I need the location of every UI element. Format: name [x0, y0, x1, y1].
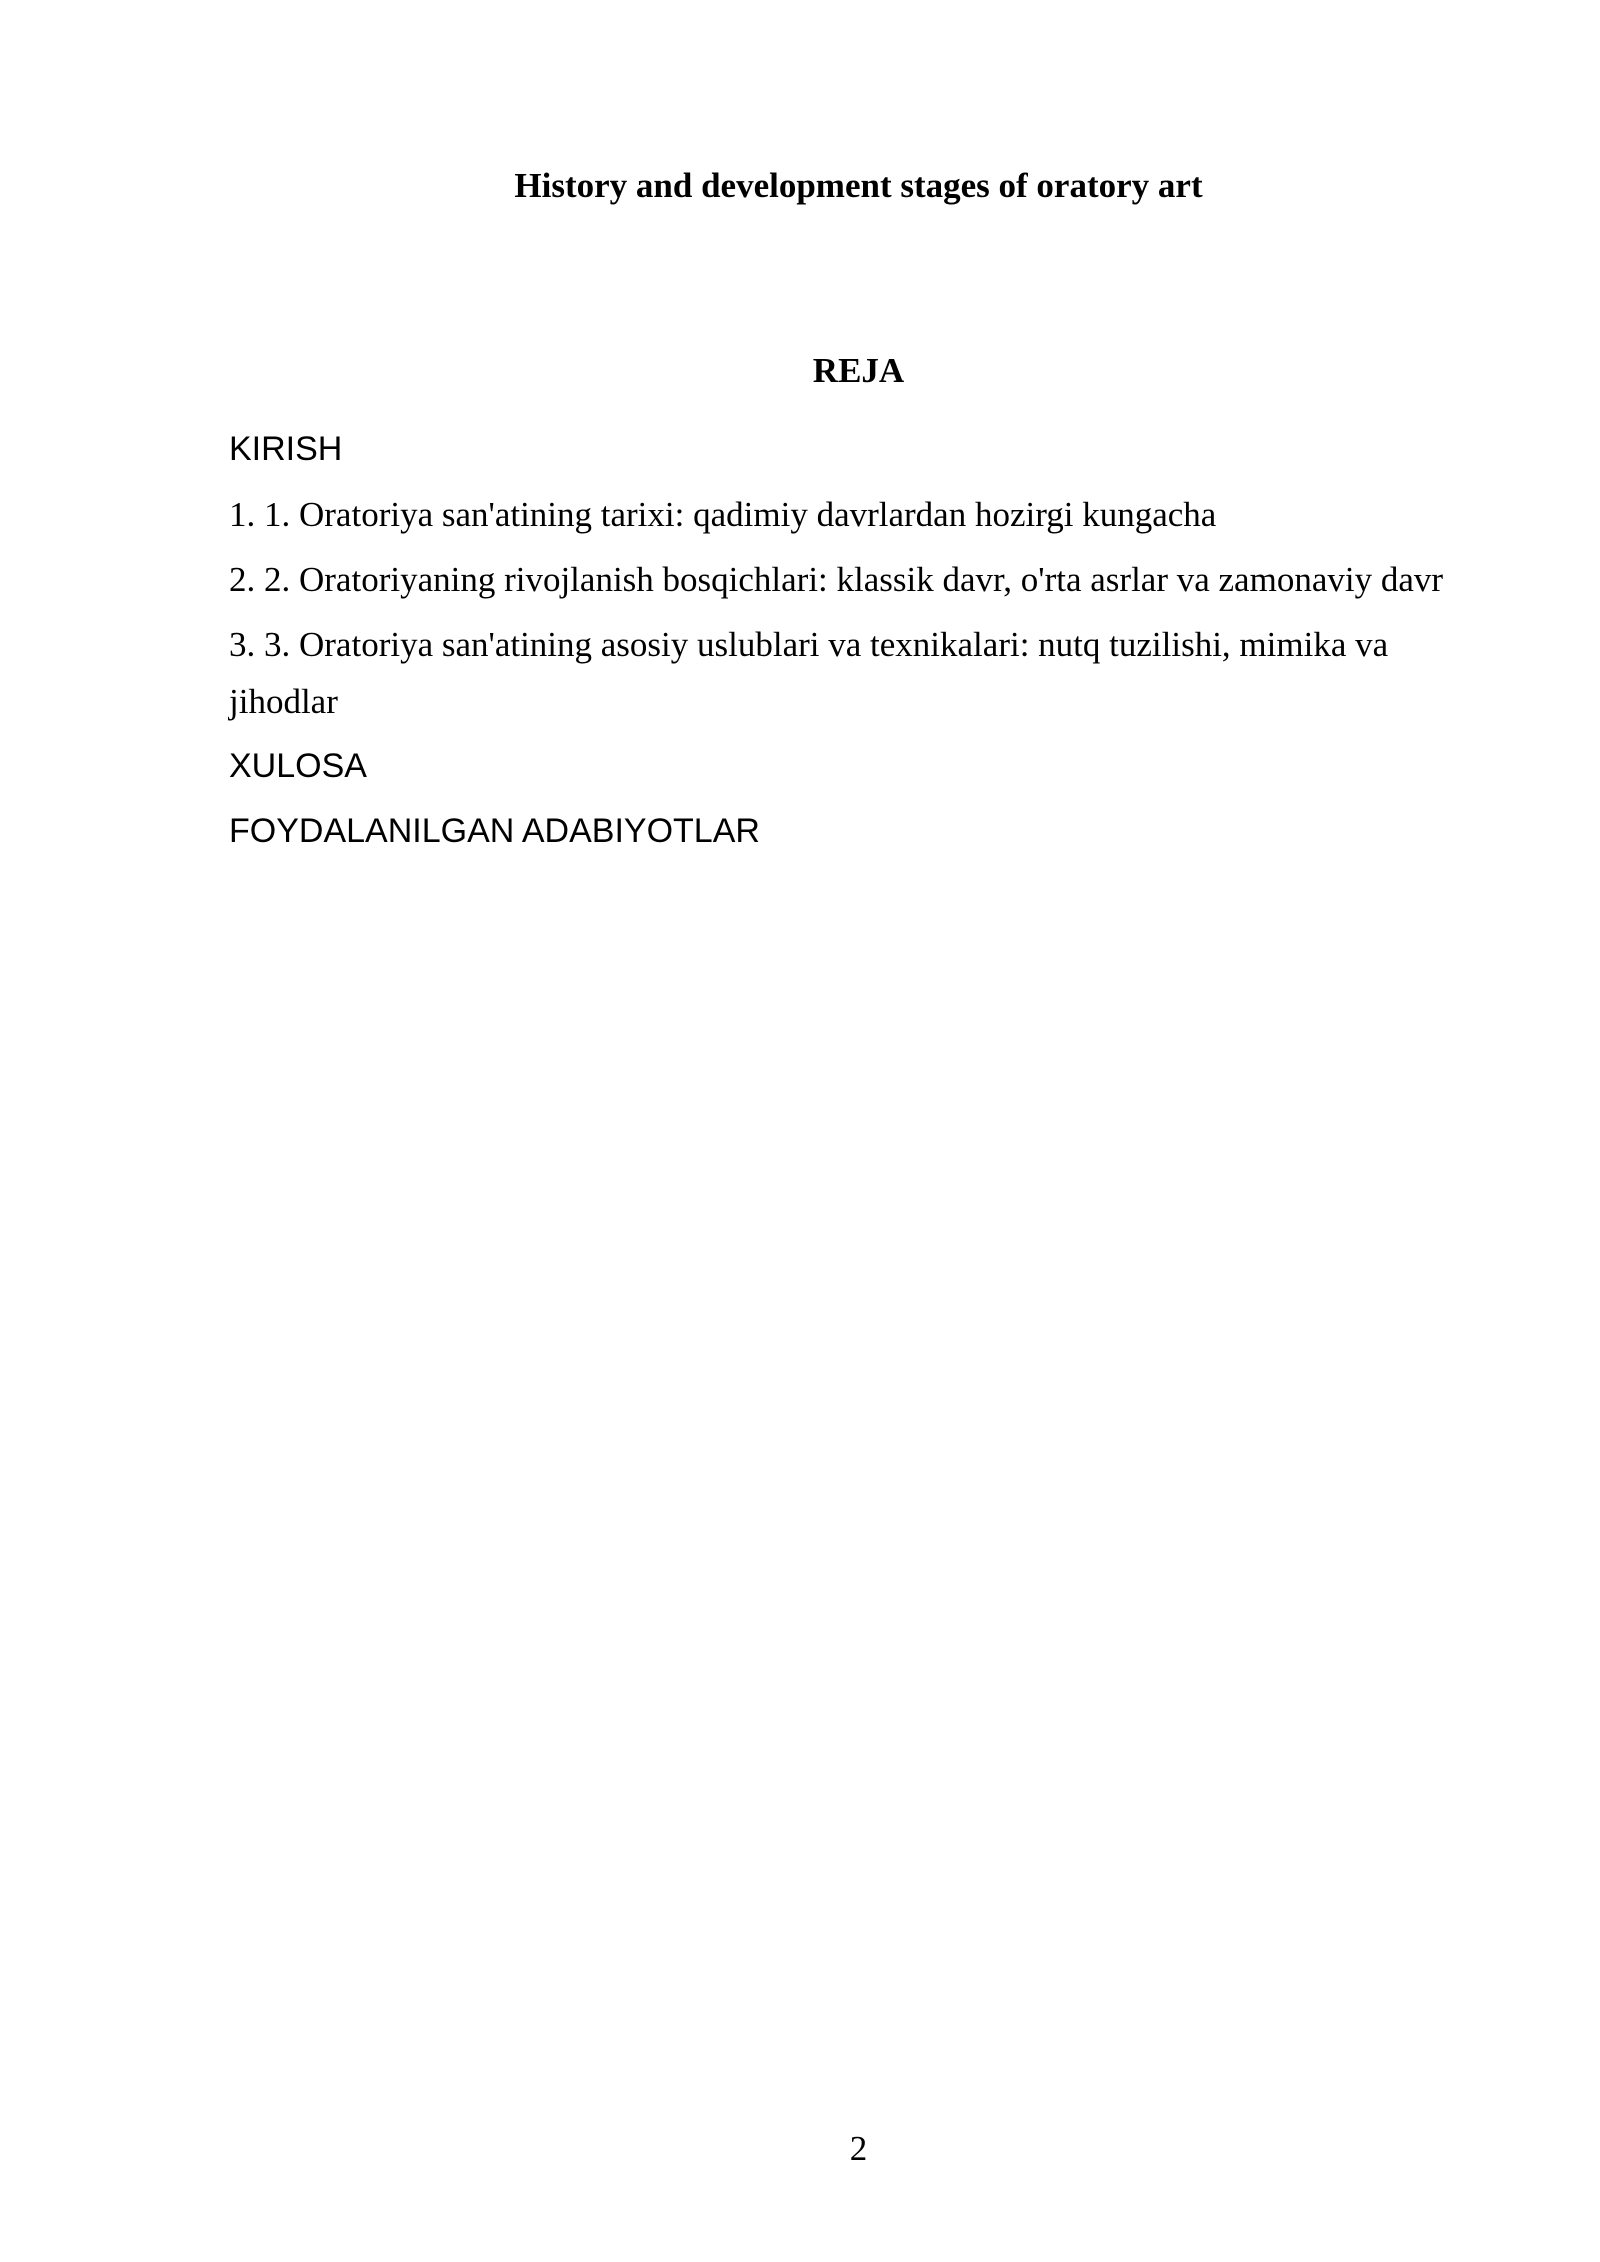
toc-item-references: FOYDALANILGAN ADABIYOTLAR: [229, 812, 760, 850]
toc-item-conclusion: XULOSA: [229, 747, 367, 785]
toc-item-2: 2. 2. Oratoriyaning rivojlanish bosqichlari: klassik davr, o'rta asrlar va zamonaviy davr: [229, 560, 1444, 599]
toc-item-1: 1. 1. Oratoriya san'atining tarixi: qadimiy davrlardan hozirgi kungacha: [229, 495, 1217, 534]
title-block: [229, 165, 1488, 207]
plan-heading: REJA: [812, 351, 905, 390]
table-of-contents: [229, 421, 1491, 868]
document-title: History and development stages of oratory art: [514, 166, 1203, 205]
plan-heading-block: [229, 350, 1488, 392]
toc-item-3: 3. 3. Oratoriya san'atining asosiy uslublari va texnikalari: nutq tuzilishi, mimika va jihodlar: [229, 625, 1389, 721]
page-number: 2: [849, 2129, 868, 2168]
toc-item-introduction: KIRISH: [229, 430, 343, 468]
